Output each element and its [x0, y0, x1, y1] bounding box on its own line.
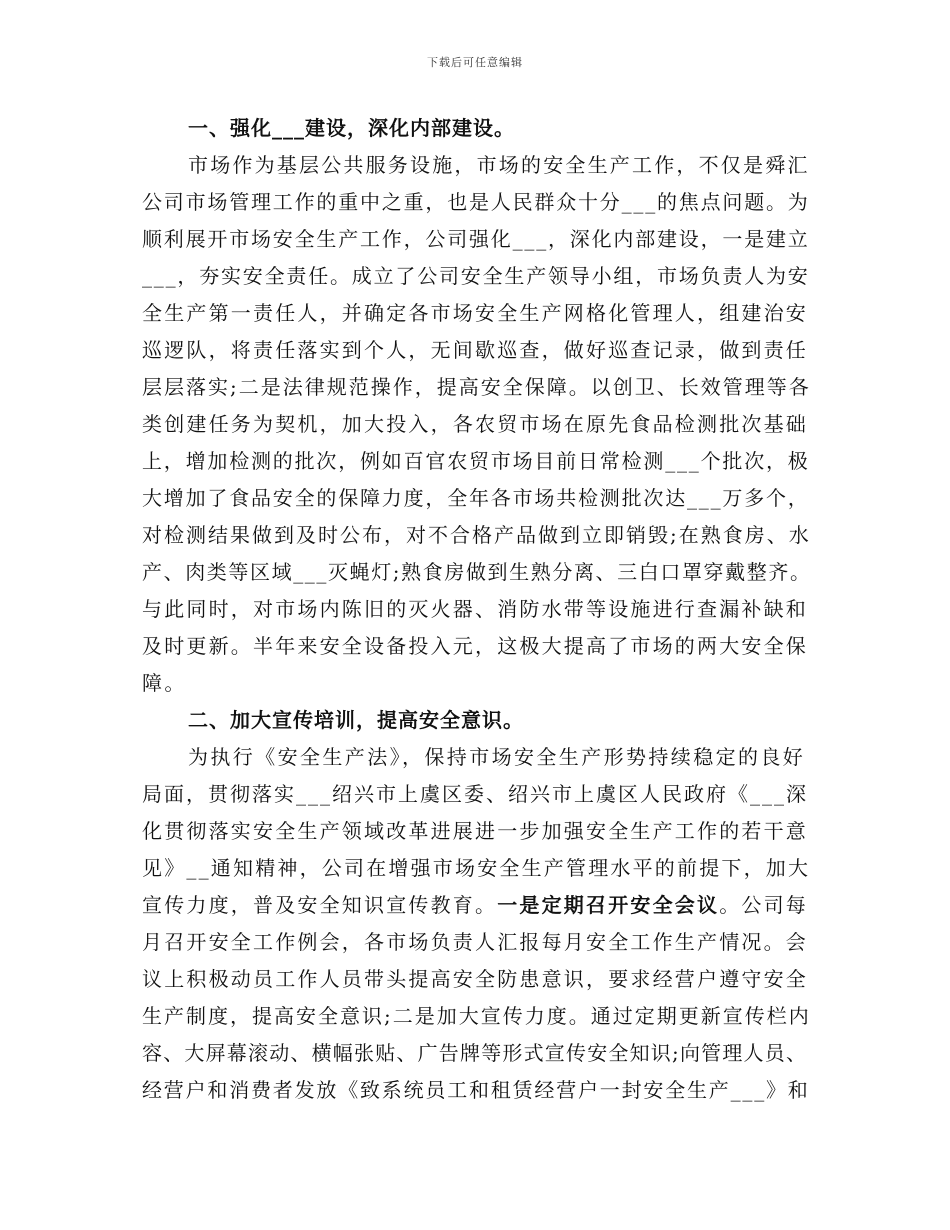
paragraph-line: 月召开安全工作例会，各市场负责人汇报每月安全工作生产情况。会	[142, 930, 808, 954]
paragraph-line-mixed	[142, 893, 808, 917]
paragraph-line: 为执行《安全生产法》，保持市场安全生产形势持续稳定的良好	[188, 745, 806, 769]
paragraph-line: 与此同时，对市场内陈旧的灭火器、消防水带等设施进行查漏补缺和	[142, 597, 808, 621]
line-text: 。公司每	[719, 893, 809, 917]
paragraph-line: 见》__通知精神，公司在增强市场安全生产管理水平的前提下，加大	[142, 856, 811, 880]
paragraph-line: 容、大屏幕滚动、横幅张贴、广告牌等形式宣传安全知识;向管理人员、	[142, 1041, 808, 1065]
paragraph-line: 对检测结果做到及时公布，对不合格产品做到立即销毁;在熟食房、水	[142, 523, 811, 547]
page-header: 下载后可任意编辑	[427, 56, 523, 69]
paragraph-line: 类创建任务为契机，加大投入，各农贸市场在原先食品检测批次基础	[142, 412, 808, 436]
bold-phrase: 一是定期召开安全会议	[497, 893, 720, 917]
paragraph-line: 议上积极动员工作人员带头提高安全防患意识，要求经营户遵守安全	[142, 967, 808, 991]
section-2-heading: 二、加大宣传培训，提高安全意识。	[188, 708, 524, 732]
section-1-heading: 一、强化___建设，深化内部建设。	[188, 116, 515, 140]
paragraph-line: 及时更新。半年来安全设备投入元，这极大提高了市场的两大安全保	[142, 634, 808, 658]
paragraph-line: 巡逻队，将责任落实到个人，无间歇巡查，做好巡查记录，做到责任	[142, 338, 808, 362]
paragraph-line: ___，夯实安全责任。成立了公司安全生产领导小组，市场负责人为安	[142, 264, 810, 288]
paragraph-line: 局面，贯彻落实___绍兴市上虞区委、绍兴市上虞区人民政府《___深	[142, 782, 808, 806]
paragraph-line: 产、肉类等区域___灭蝇灯;熟食房做到生熟分离、三白口罩穿戴整齐。	[142, 560, 812, 584]
paragraph-line: 化贯彻落实安全生产领域改革进展进一步加强安全生产工作的若干意	[142, 819, 808, 843]
paragraph-line: 生产制度，提高安全意识;二是加大宣传力度。通过定期更新宣传栏内	[142, 1004, 811, 1028]
paragraph-line: 市场作为基层公共服务设施，市场的安全生产工作，不仅是舜汇	[188, 153, 810, 177]
paragraph-line: 障。	[142, 671, 187, 695]
paragraph-line: 大增加了食品安全的保障力度，全年各市场共检测批次达___万多个，	[142, 486, 810, 510]
paragraph-line: 顺利展开市场安全生产工作，公司强化___，深化内部建设，一是建立	[142, 227, 810, 251]
paragraph-line: 公司市场管理工作的重中之重，也是人民群众十分___的焦点问题。为	[142, 190, 810, 214]
line-text: 宣传力度，普及安全知识宣传教育。	[142, 893, 498, 917]
paragraph-line: 层层落实;二是法律规范操作，提高安全保障。以创卫、长效管理等各	[142, 375, 811, 399]
paragraph-line: 经营户和消费者发放《致系统员工和租赁经营户一封安全生产___》和	[142, 1078, 810, 1102]
paragraph-line: 上，增加检测的批次，例如百官农贸市场目前日常检测___个批次，极	[142, 449, 810, 473]
paragraph-line: 全生产第一责任人，并确定各市场安全生产网格化管理人，组建治安	[142, 301, 808, 325]
